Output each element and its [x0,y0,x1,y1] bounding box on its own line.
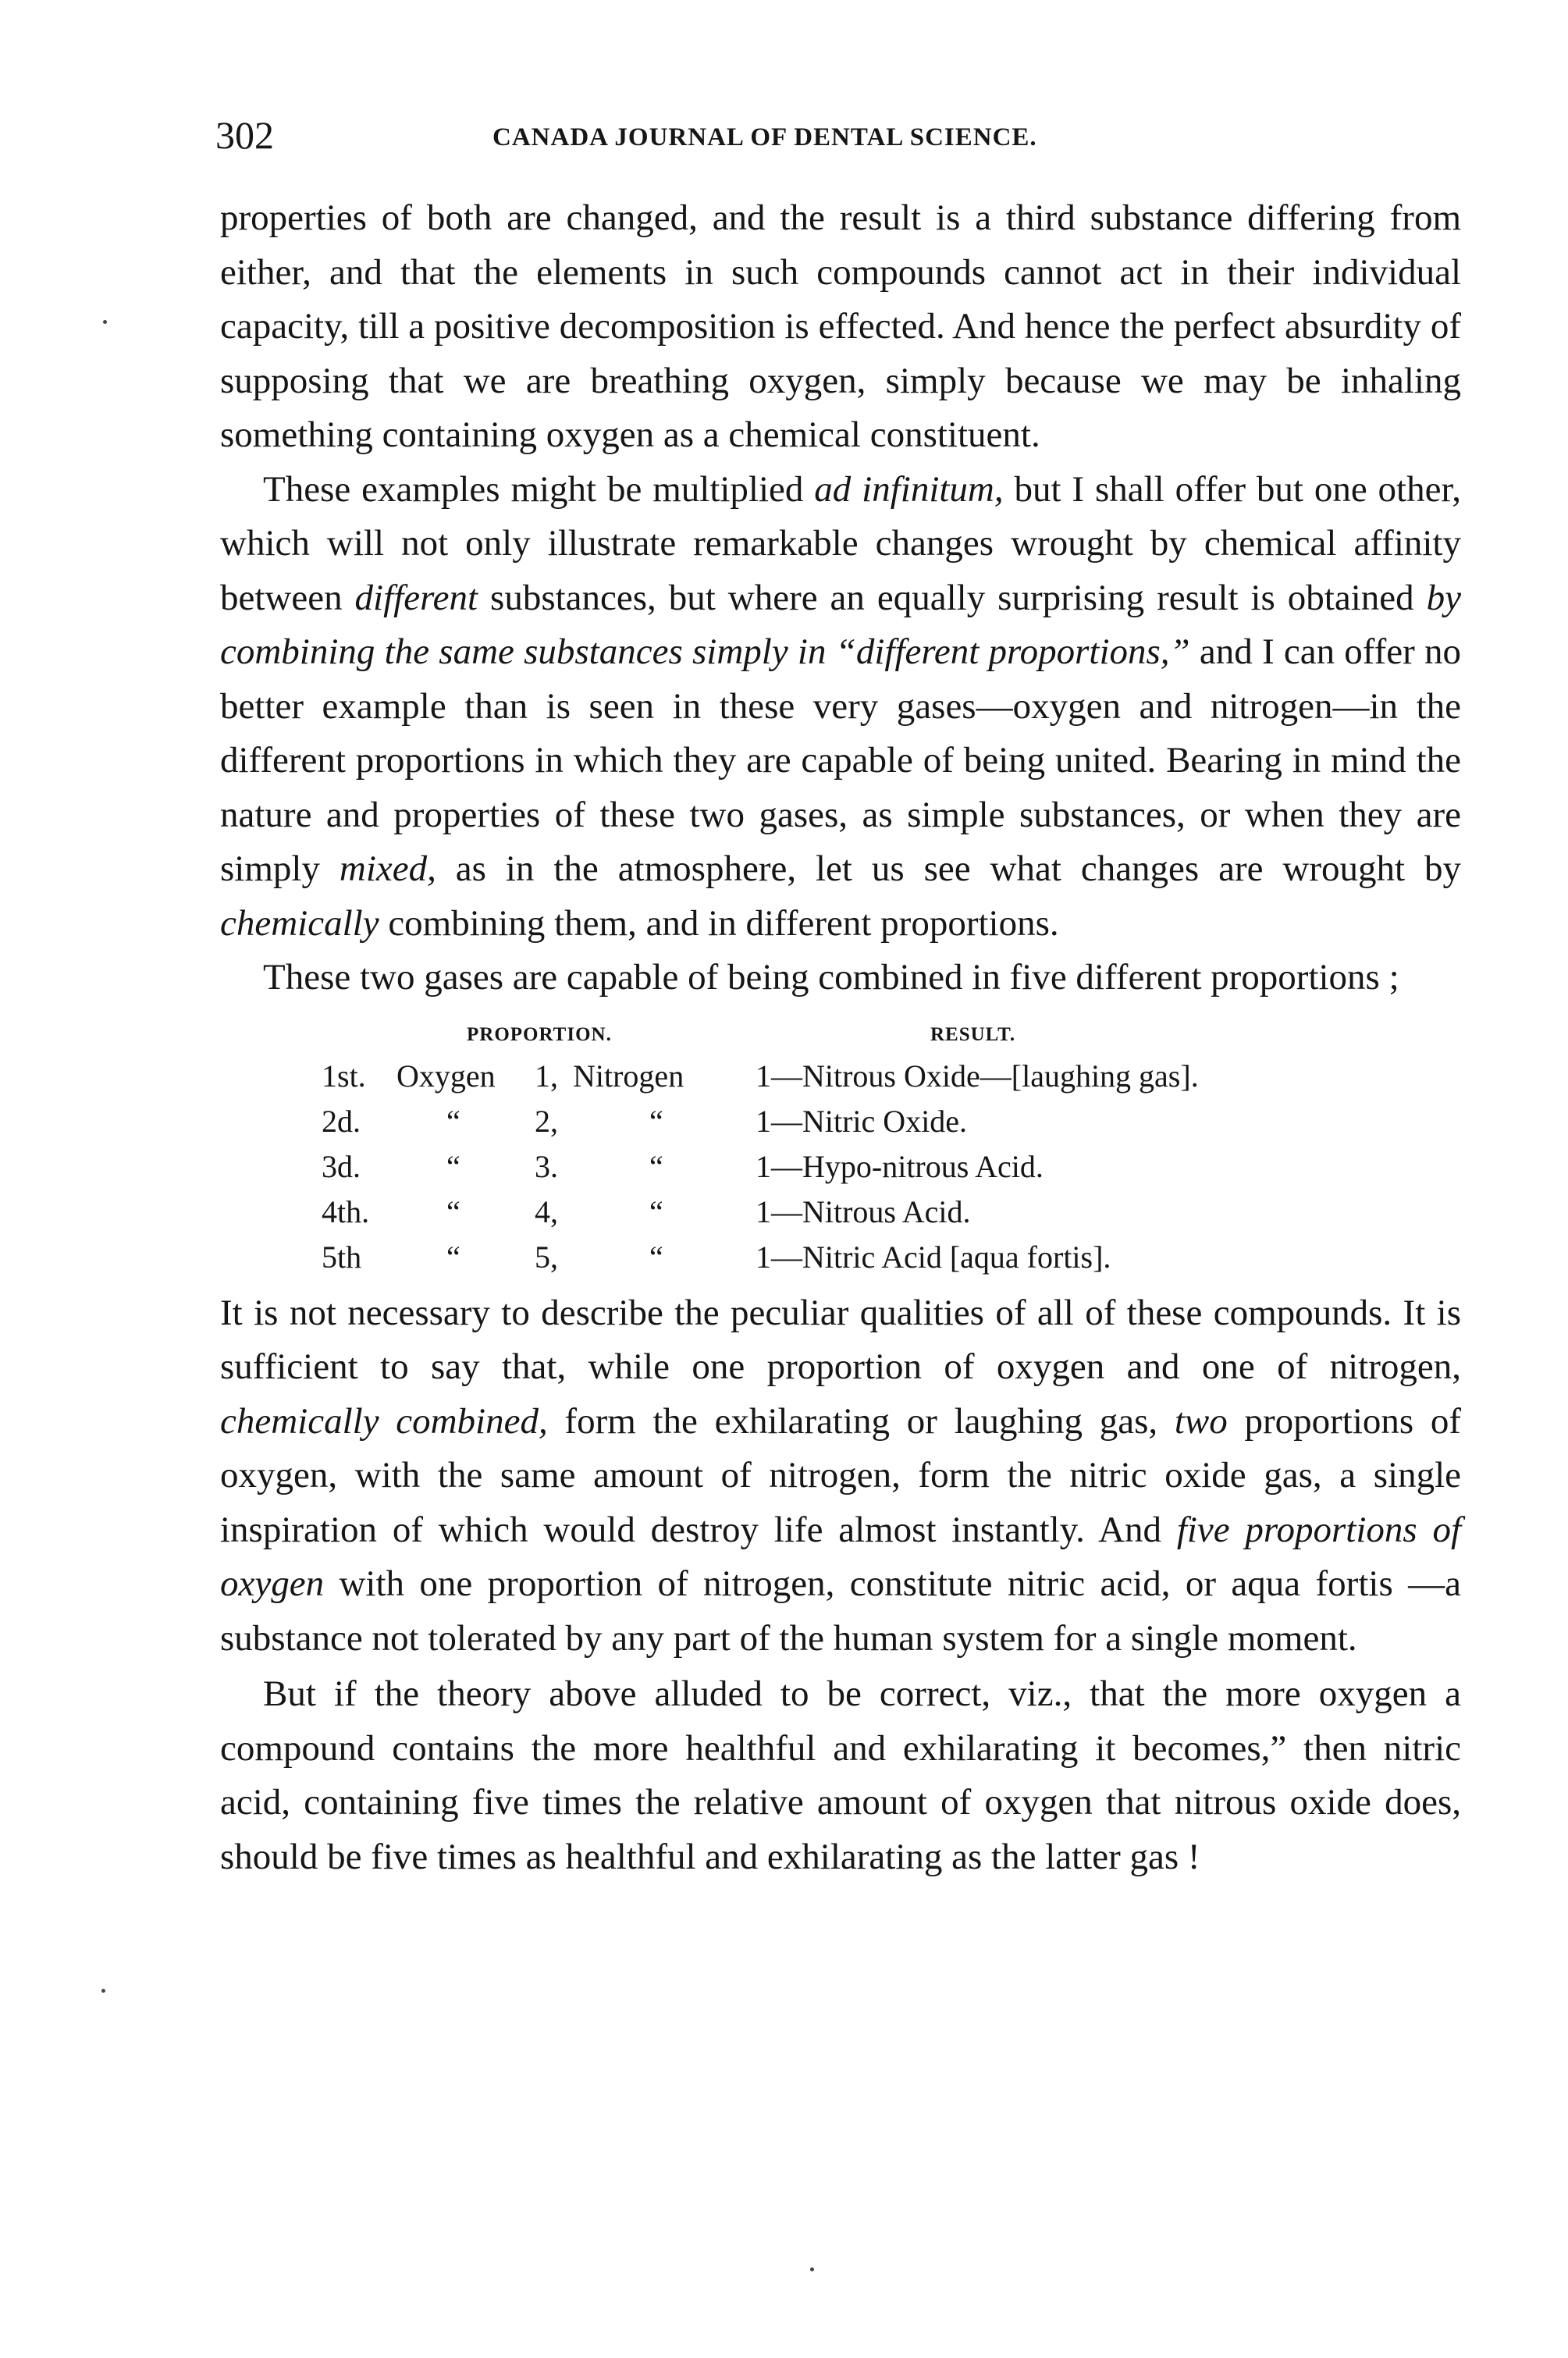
emphasis: by combining the same substances simply in “different proportions,” [220,577,1461,672]
text-run: as in the atmosphere, let us see what changes are wrought by [436,848,1461,889]
result-cell: 1—Nitric Oxide. [756,1103,968,1139]
margin-speck [101,1989,105,1993]
margin-speck [103,320,107,324]
nitrogen-cell: “ [649,1148,663,1184]
oxygen-cell: “ [446,1148,460,1184]
text-run: It is not necessary to describe the peculiar qualities of all of these compounds. It is sufficient to say that, while one proportion of oxygen and one of nitrogen, [220,1292,1461,1387]
text-run: with one proportion of nitrogen, constitute nitric acid, or aqua fortis —a substance not tolerated by any part of the human system for a single moment. [220,1563,1461,1659]
proportion-cell: 3. [535,1148,558,1184]
text-run: and I can offer no better example than is seen in these very gases—oxygen and nitrogen—in the different proportions in which they are capable of being united. Bearing in mind the nature and properties of these two gases, as simple substances, or when they are simply [220,631,1462,889]
paragraph-2 [220,463,1461,951]
table-header [322,1013,1430,1054]
emphasis: two [1174,1400,1228,1442]
emphasis: chemically [220,902,379,944]
text-run: proportions of oxygen, with the same amount of nitrogen, form the nitric oxide gas, a single inspiration of which would destroy life almost instantly. And [220,1400,1462,1550]
text-run: combining them, and in different proportions. [379,902,1059,944]
nitrogen-cell: “ [649,1103,663,1139]
journal-title: CANADA JOURNAL OF DENTAL SCIENCE. [492,123,1037,151]
paragraph-1: properties of both are changed, and the result is a third substance differing from either, and that the elements in such compounds cannot act in their individual capacity, till a positive decomposition is effected. And hence the perfect absurdity of supposing that we are breathing oxygen, simply because we may be inhaling something containing oxygen as a chemical constituent. [220,197,1461,455]
table-row [322,1099,1430,1144]
oxygen-cell: Oxygen [396,1058,496,1094]
emphasis: different [354,577,478,618]
proportion-cell: 5, [535,1239,558,1275]
header-proportion: PROPORTION. [467,1023,612,1045]
paragraph-5: But if the theory above alluded to be correct, viz., that the more oxygen a compound contains the more healthful and exhilarating it becomes,” then nitric acid, containing five times the relative amount of oxygen that nitrous oxide does, should be five times as healthful and exhilarating as the latter gas ! [220,1673,1461,1877]
paragraph-4 [220,1286,1461,1666]
nitrogen-cell: Nitrogen [573,1058,684,1094]
table-row [322,1190,1430,1235]
table-row [322,1235,1430,1280]
table-row [322,1144,1430,1190]
body-text [220,191,1461,1884]
emphasis: mixed, [339,848,436,889]
page-number: 302 [215,113,274,157]
ordinal-cell: 4th. [322,1193,370,1229]
proportion-cell: 4, [535,1193,558,1229]
emphasis: five proportions of oxygen [220,1509,1462,1604]
result-cell: 1—Nitric Acid [aqua fortis]. [756,1239,1111,1275]
nitrogen-cell: “ [649,1239,663,1275]
ordinal-cell: 1st. [322,1058,366,1094]
result-cell: 1—Nitrous Acid. [756,1193,971,1229]
result-cell: 1—Hypo-nitrous Acid. [756,1148,1044,1184]
proportion-table [322,1013,1430,1280]
proportion-cell: 2, [535,1103,558,1139]
ordinal-cell: 3d. [322,1148,361,1184]
table-row [322,1054,1430,1099]
text-run: form the exhilarating or laughing gas, [547,1400,1175,1442]
margin-speck [810,2267,814,2271]
result-cell: 1—Nitrous Oxide—[laughing gas]. [756,1058,1199,1094]
text-run: These examples might be multiplied [263,468,815,510]
emphasis: chemically combined, [220,1400,548,1442]
paragraph-3: These two gases are capable of being combined in five different proportions ; [263,957,1399,998]
oxygen-cell: “ [446,1239,460,1275]
running-head [215,108,1449,162]
oxygen-cell: “ [446,1193,460,1229]
ordinal-cell: 5th [322,1239,362,1275]
header-result: RESULT. [930,1023,1016,1045]
oxygen-cell: “ [446,1103,460,1139]
ordinal-cell: 2d. [322,1103,361,1139]
text-run: substances, but where an equally surprising result is obtained [478,577,1427,618]
nitrogen-cell: “ [649,1193,663,1229]
emphasis: ad infinitum, [814,468,1004,510]
proportion-cell: 1, [535,1058,558,1094]
text-run: but I shall offer but one other, which will not only illustrate remarkable changes wrought by chemical affinity between [220,468,1461,618]
